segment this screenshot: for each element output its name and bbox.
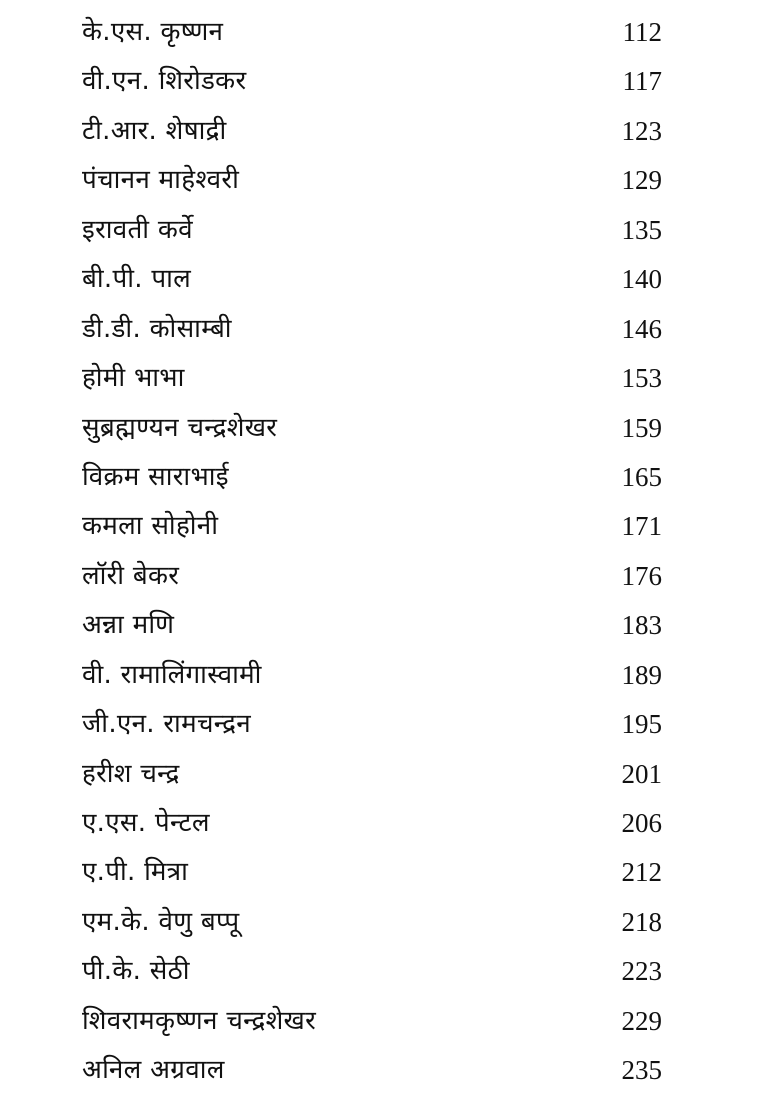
toc-entry (0, 107, 780, 156)
toc-entry-name: इरावती कर्वे (82, 214, 193, 245)
toc-entry-page-number: 189 (621, 659, 662, 690)
toc-entry-page-number: 223 (621, 956, 662, 987)
toc-entry-page-number: 159 (621, 412, 662, 443)
toc-entry-page-number: 171 (621, 511, 662, 542)
toc-entry-page-number: 195 (621, 709, 662, 740)
toc-entry-name: अन्ना मणि (82, 610, 175, 641)
toc-entry-page-number: 206 (621, 808, 662, 838)
toc-entry-page-number: 201 (621, 758, 662, 789)
toc-entry-name: ए.एस. पेन्टल (82, 808, 210, 838)
toc-entry (0, 502, 780, 551)
toc-entry-page-number: 140 (621, 264, 662, 295)
toc-entry-page-number: 112 (622, 17, 662, 47)
toc-entry (0, 453, 780, 502)
toc-entry (0, 156, 780, 205)
toc-entry (0, 700, 780, 749)
toc-entry-name: वी.एन. शिरोडकर (82, 66, 247, 97)
toc-entry (0, 947, 780, 996)
toc-entry (0, 1046, 780, 1095)
toc-entry (0, 997, 780, 1046)
toc-entry (0, 404, 780, 453)
toc-entry (0, 8, 780, 57)
toc-entry-name: के.एस. कृष्णन (82, 17, 224, 47)
toc-entry-name: एम.के. वेणु बप्पू (82, 906, 240, 937)
toc-entry (0, 799, 780, 848)
toc-entry-page-number: 165 (621, 461, 662, 492)
toc-entry-name: ए.पी. मित्रा (82, 857, 189, 888)
toc-entry-page-number: 176 (621, 560, 662, 591)
toc-entry-name: सुब्रह्मण्यन चन्द्रशेखर (82, 412, 278, 443)
toc-entry-name: लॉरी बेकर (82, 560, 180, 591)
toc-entry-name: बी.पी. पाल (82, 264, 192, 295)
toc-entry-name: पी.के. सेठी (82, 956, 190, 987)
toc-entry-page-number: 117 (622, 66, 662, 97)
toc-entry (0, 552, 780, 601)
toc-entry-name: अनिल अग्रवाल (82, 1055, 225, 1086)
toc-list (0, 8, 780, 1096)
toc-entry-name: वी. रामालिंगास्वामी (82, 659, 262, 690)
toc-entry-name: जी.एन. रामचन्द्रन (82, 709, 251, 740)
toc-entry-name: शिवरामकृष्णन चन्द्रशेखर (82, 1005, 317, 1036)
toc-entry (0, 255, 780, 304)
toc-entry-name: डी.डी. कोसाम्बी (82, 313, 232, 344)
toc-entry-page-number: 212 (621, 857, 662, 888)
toc-entry-name: पंचानन माहेश्वरी (82, 165, 240, 196)
toc-entry-page-number: 129 (621, 165, 662, 196)
toc-entry (0, 848, 780, 897)
toc-entry (0, 651, 780, 700)
toc-entry (0, 305, 780, 354)
toc-entry (0, 206, 780, 255)
toc-entry (0, 898, 780, 947)
toc-entry-page-number: 183 (621, 610, 662, 641)
toc-entry-name: विक्रम साराभाई (82, 461, 229, 492)
toc-entry (0, 354, 780, 403)
toc-entry-name: होमी भाभा (82, 363, 185, 394)
toc-entry-page-number: 146 (621, 313, 662, 344)
toc-entry-name: कमला सोहोनी (82, 511, 219, 542)
toc-entry (0, 57, 780, 106)
toc-entry-page-number: 135 (621, 214, 662, 245)
toc-entry-page-number: 123 (621, 115, 662, 146)
toc-entry-page-number: 153 (621, 363, 662, 394)
toc-entry (0, 601, 780, 650)
toc-entry-name: टी.आर. शेषाद्री (82, 115, 227, 146)
toc-entry (0, 750, 780, 799)
toc-entry-name: हरीश चन्द्र (82, 758, 180, 789)
toc-entry-page-number: 229 (621, 1005, 662, 1036)
toc-entry-page-number: 218 (621, 906, 662, 937)
toc-entry-page-number: 235 (621, 1055, 662, 1086)
